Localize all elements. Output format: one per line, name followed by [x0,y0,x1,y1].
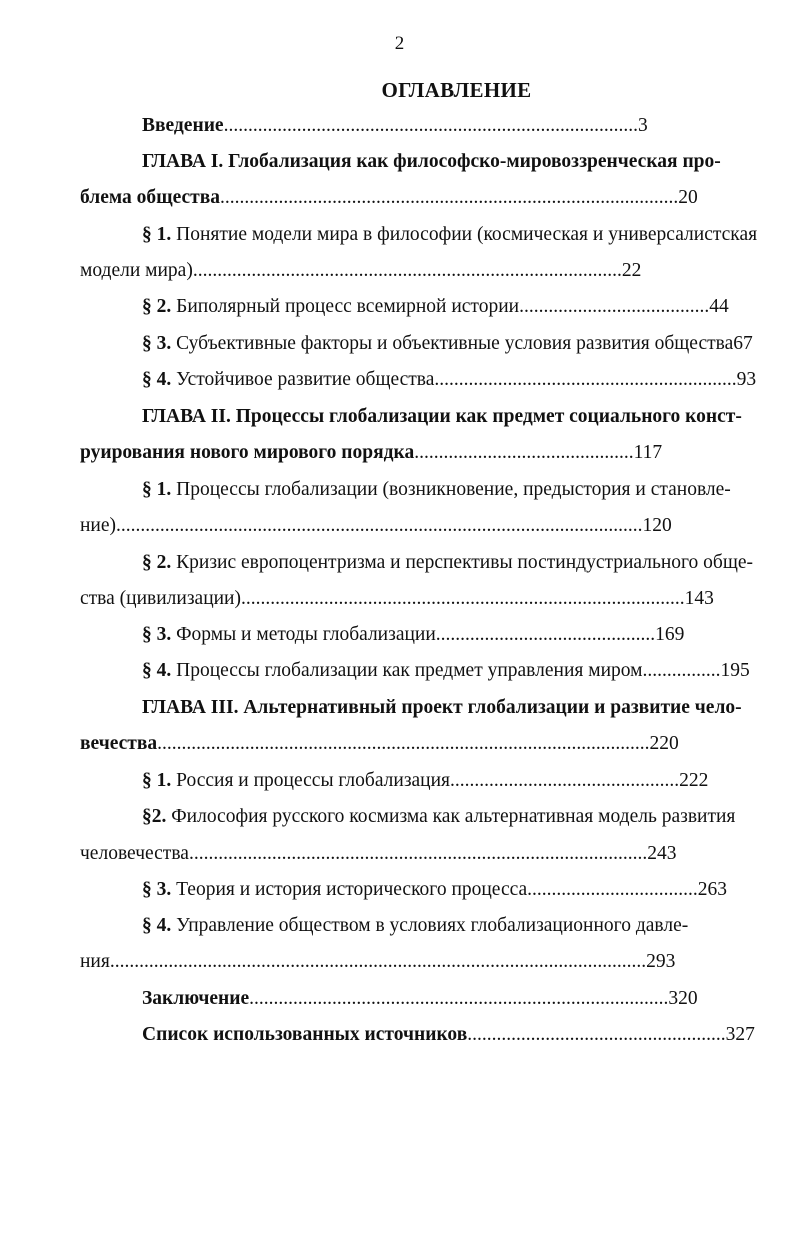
section-number: §2. [142,806,167,827]
section-title: Кризис европоцентризма и перспективы постиндустриального обще- [171,552,754,573]
toc-section-3-2[interactable] [142,803,735,831]
section-number: § 4. [142,369,172,390]
toc-entry-references[interactable] [142,1021,755,1049]
entry-label: Заключение [142,988,250,1009]
entry-leader-and-page: .......................................44 [519,296,729,317]
toc-section-3-1[interactable] [142,767,708,795]
section-number: § 2. [142,296,172,317]
toc-chapter-1-heading[interactable] [142,148,721,176]
entry-leader-and-page: ......................................................................................320 [249,988,698,1009]
section-title: ства (цивилизации) [80,588,241,609]
toc-section-2-1[interactable] [142,476,731,504]
section-title: ния [80,951,110,972]
toc-section-1-1[interactable] [142,221,757,249]
toc-section-2-1-continuation[interactable] [80,512,672,540]
toc-chapter-2-heading[interactable] [142,403,742,431]
section-title: Субъективные факторы и объективные условия развития общества67 [171,333,753,354]
section-number: § 3. [142,333,172,354]
entry-leader-and-page: ...................................263 [527,879,728,900]
section-number: § 1. [142,770,172,791]
entry-leader-and-page: ..............................................................................................20 [220,187,698,208]
entry-leader-and-page: ........................................................................................22 [192,260,642,281]
entry-label: Введение [142,115,224,136]
section-title: Процессы глобализации (возникновение, предыстория и становле- [171,479,731,500]
toc-section-1-3[interactable] [142,330,753,358]
section-title: Биполярный процесс всемирной истории [171,296,520,317]
toc-chapter-2-continuation[interactable] [80,439,662,467]
toc-chapter-3-continuation[interactable] [80,730,679,758]
toc-entry-conclusion[interactable] [142,985,698,1013]
section-number: § 1. [142,224,172,245]
section-number: § 3. [142,879,172,900]
section-number: § 2. [142,552,172,573]
entry-leader-and-page: ............................................................................................................120 [116,515,672,536]
toc-section-2-2-continuation[interactable] [80,585,714,613]
section-title: человечества [80,843,189,864]
section-title: Формы и методы глобализации [171,624,436,645]
toc-section-3-2-continuation[interactable] [80,840,676,868]
page-number: 2 [394,33,405,54]
entry-leader-and-page: ..............................................................................................................293 [109,951,676,972]
entry-label: блема общества [80,187,221,208]
toc-title: ОГЛАВЛЕНИЕ [381,78,532,102]
entry-leader-and-page: .............................................169 [435,624,685,645]
entry-leader-and-page: .............................................117 [414,442,663,463]
chapter-title: ГЛАВА I. Глобализация как философско-мировоззренческая про- [142,151,721,172]
toc-chapter-1-continuation[interactable] [80,184,698,212]
section-title: Теория и история исторического процесса [171,879,528,900]
entry-label: руирования нового мирового порядка [80,442,415,463]
toc-section-1-4[interactable] [142,366,756,394]
entry-leader-and-page: ...........................................................................................143 [241,588,714,609]
entry-leader-and-page: .....................................................................................3 [223,115,648,136]
toc-section-3-4[interactable] [142,912,688,940]
section-title: ние) [80,515,117,536]
toc-section-2-2[interactable] [142,549,753,577]
chapter-title: ГЛАВА III. Альтернативный проект глобализации и развитие чело- [142,697,742,718]
entry-leader-and-page: .....................................................327 [467,1024,755,1045]
section-number: § 1. [142,479,172,500]
entry-label: Список использованных источников [142,1024,468,1045]
entry-label: вечества [80,733,158,754]
entry-leader-and-page: .....................................................................................................220 [157,733,679,754]
toc-section-2-4[interactable] [142,657,750,685]
section-title: Понятие модели мира в философии (космическая и универсалистская [171,224,758,245]
toc-section-3-3[interactable] [142,876,727,904]
toc-section-3-4-continuation[interactable] [80,948,675,976]
toc-chapter-3-heading[interactable] [142,694,742,722]
entry-leader-and-page: ..............................................................................................243 [188,843,677,864]
entry-leader-and-page: ................195 [642,660,750,681]
section-number: § 3. [142,624,172,645]
section-number: § 4. [142,660,172,681]
section-title: Россия и процессы глобализация [171,770,451,791]
section-title: Управление обществом в условиях глобализационного давле- [171,915,689,936]
entry-leader-and-page: ...............................................222 [450,770,709,791]
toc-section-1-1-continuation[interactable] [80,257,641,285]
chapter-title: ГЛАВА II. Процессы глобализации как предмет социального конст- [142,406,742,427]
toc-section-1-2[interactable] [142,293,729,321]
section-title: Устойчивое развитие общества [171,369,435,390]
section-title: модели мира) [80,260,193,281]
section-title: Философия русского космизма как альтернативная модель развития [166,806,736,827]
entry-leader-and-page: ..............................................................93 [434,369,757,390]
section-number: § 4. [142,915,172,936]
toc-entry-introduction[interactable] [142,112,648,140]
toc-section-2-3[interactable] [142,621,684,649]
section-title: Процессы глобализации как предмет управления миром [171,660,643,681]
